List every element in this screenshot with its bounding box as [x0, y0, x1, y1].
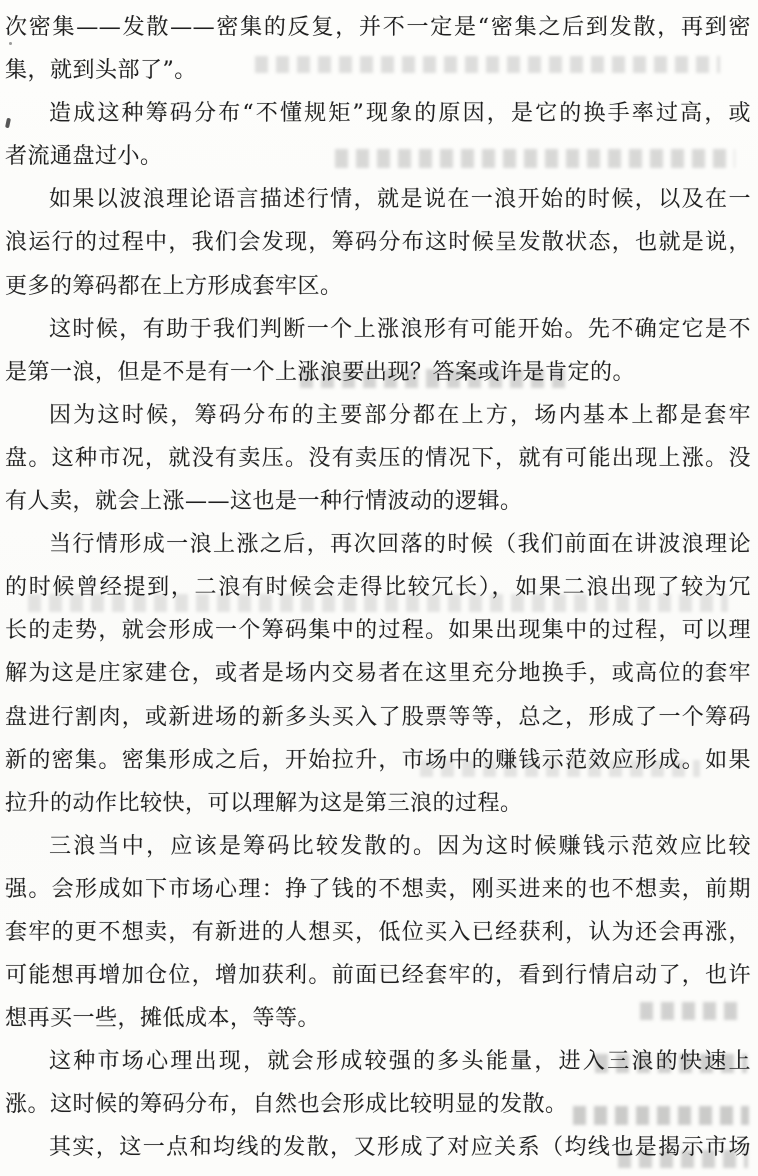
text-line: 拉升的动作比较快，可以理解为这是第三浪的过程。	[5, 790, 523, 816]
text-line: 强。会形成如下市场心理：挣了钱的不想卖，刚买进来的也不想卖，前期	[5, 876, 751, 902]
text-line: 新的密集。密集形成之后，开始拉升，市场中的赚钱示范效应形成。如果	[5, 747, 751, 773]
paragraph	[5, 1040, 751, 1126]
text-line: 是第一浪，但是不是有一个上涨浪要出现？答案或许是肯定的。	[5, 359, 636, 385]
text-line: 次密集——发散——密集的反复，并不一定是“密集之后到发散，再到密	[5, 15, 751, 40]
paragraph	[5, 92, 751, 178]
text-line: 如果以波浪理论语言描述行情，就是说在一浪开始的时候，以及在一	[49, 187, 751, 213]
paragraph	[5, 825, 751, 1040]
text-line: 者流通盘过小。	[5, 144, 163, 170]
text-line: 涨。这时候的筹码分布，自然也会形成比较明显的发散。	[5, 1092, 568, 1118]
text-line: 造成这种筹码分布“不懂规矩”现象的原因，是它的换手率过高，或	[49, 101, 751, 127]
text-line: 当行情形成一浪上涨之后，再次回落的时候（我们前面在讲波浪理论	[49, 532, 751, 558]
paragraph	[5, 6, 751, 92]
text-line: 集，就到头部了”。	[5, 58, 197, 84]
text-line: 其实，这一点和均线的发散，又形成了对应关系（均线也是揭示市场	[49, 1135, 751, 1161]
text-line: 更多的筹码都在上方形成套牢区。	[5, 273, 343, 299]
paragraph	[5, 523, 751, 825]
text-line: 浪运行的过程中，我们会发现，筹码分布这时候呈发散状态，也就是说，	[5, 230, 751, 256]
paragraph	[5, 394, 751, 523]
text-line: 这时候，有助于我们判断一个上涨浪形有可能开始。先不确定它是不	[49, 316, 751, 342]
text-line: 这种市场心理出现，就会形成较强的多头能量，进入三浪的快速上	[49, 1049, 751, 1075]
text-line: 有人卖，就会上涨——这也是一种行情波动的逻辑。	[5, 489, 523, 515]
paragraph	[5, 1126, 751, 1169]
text-line: 盘。这种市况，就没有卖压。没有卖压的情况下，就有可能出现上涨。没	[5, 445, 751, 471]
text-line: 的时候曾经提到，二浪有时候会走得比较冗长），如果二浪出现了较为冗	[5, 575, 751, 601]
text-line: 因为这时候，筹码分布的主要部分都在上方，场内基本上都是套牢	[49, 402, 751, 428]
text-line: 解为这是庄家建仓，或者是场内交易者在这里充分地换手，或高位的套牢	[5, 661, 751, 687]
text-line: 盘进行割肉，或新进场的新多头买入了股票等等，总之，形成了一个筹码	[5, 704, 751, 730]
text-line: 想再买一些，摊低成本，等等。	[5, 1006, 321, 1032]
paragraph	[5, 178, 751, 307]
text-line: 长的走势，就会形成一个筹码集中的过程。如果出现集中的过程，可以理	[5, 618, 751, 644]
text-block	[5, 6, 751, 1170]
text-line: 可能想再增加仓位，增加获利。前面已经套牢的，看到行情启动了，也许	[5, 963, 751, 989]
text-line: 三浪当中，应该是筹码比较发散的。因为这时候赚钱示范效应比较	[49, 833, 751, 859]
text-line: 套牢的更不想卖，有新进的人想买，低位买入已经获利，认为还会再涨，	[5, 919, 751, 945]
paragraph	[5, 308, 751, 394]
